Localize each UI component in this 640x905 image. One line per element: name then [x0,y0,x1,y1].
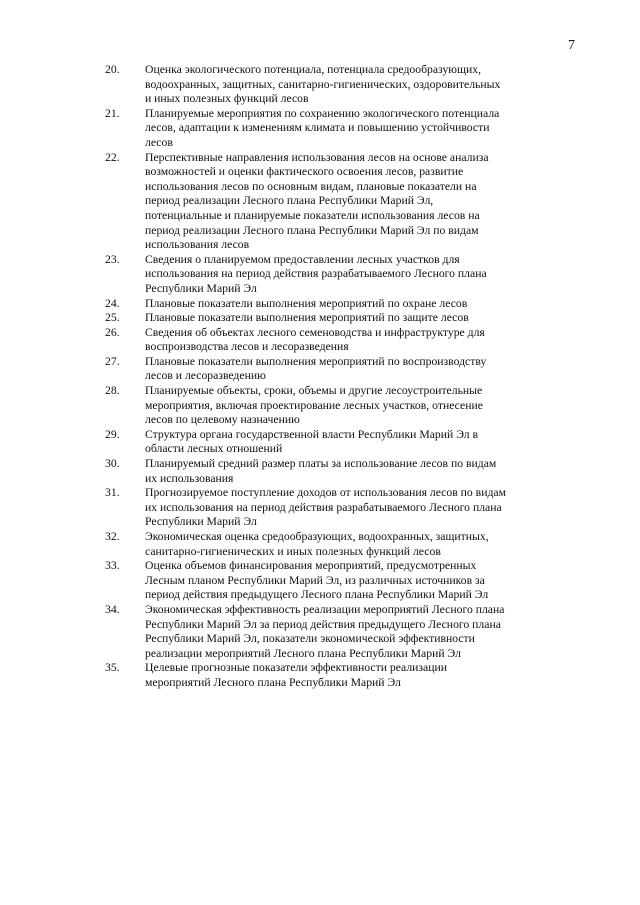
item-number: 31. [105,486,120,500]
contents-item [105,559,555,603]
item-number: 34. [105,602,120,616]
item-number: 33. [105,559,120,573]
contents-item [105,530,555,559]
item-title: Прогнозируемое поступление доходов от использования лесов по видам их использования на период действия разрабатываемого Лесного плана Республики Марий Эл [145,486,506,529]
item-title: Плановые показатели выполнения мероприятий по защите лесов [145,311,469,325]
page-number: 7 [568,38,575,53]
item-title: Планируемые мероприятия по сохранению экологического потенциала лесов, адаптации к изменениям климата и повышению устойчивости лесов [145,106,500,149]
contents-item [105,311,555,326]
contents-item [105,603,555,661]
item-number: 25. [105,311,120,325]
contents-item [105,151,555,253]
contents-item [105,107,555,151]
contents-item [105,428,555,457]
item-number: 24. [105,296,120,310]
contents-item [105,384,555,428]
contents-list [105,63,555,691]
contents-item [105,326,555,355]
contents-item [105,661,555,690]
item-number: 22. [105,150,120,164]
item-number: 23. [105,252,120,266]
contents-item [105,253,555,297]
item-title: Сведения об объектах лесного семеноводства и инфраструктуре для воспроизводства лесов и лесоразведения [145,325,485,354]
item-title: Оценка объемов финансирования мероприятий, предусмотренных Лесным планом Республики Марий Эл, из различных источников за период действия предыдущего Лесного плана Республики Марий Эл [145,559,489,602]
item-title: Плановые показатели выполнения мероприятий по воспроизводству лесов и лесоразведению [145,354,487,383]
item-number: 26. [105,325,120,339]
contents-item [105,457,555,486]
item-title: Плановые показатели выполнения мероприятий по охране лесов [145,296,468,310]
item-number: 28. [105,384,120,398]
item-number: 32. [105,530,120,543]
item-title: Структура органа государственной власти Республики Марий Эл в области лесных отношений [145,427,479,456]
item-number: 27. [105,354,120,368]
contents-item [105,486,555,530]
contents-item [105,297,555,312]
item-number: 21. [105,106,120,120]
item-title: Целевые прогнозные показатели эффективности реализации мероприятий Лесного плана Республики Марий Эл [145,661,447,689]
item-title: Экономическая эффективность реализации мероприятий Лесного плана Республики Марий Эл за период действия предыдущего Лесного плана Республики Марий Эл, показатели экономической эффективности реализации мероприятий Лесного плана Республики Марий Эл [145,602,505,660]
item-title: Сведения о планируемом предоставлении лесных участков для использования на период действия разрабатываемого Лесного плана Республики Марий Эл [145,252,487,295]
contents-item [105,355,555,384]
item-title: Перспективные направления использования лесов на основе анализа возможностей и оценки фактического освоения лесов, развитие использования лесов по основным видам, плановые показатели на период реализации Лесного плана Республики Марий Эл, потенциальные и планируемые показатели использования лесов на период реализации Лесного плана Республики Марий Эл по видам использования лесов [145,150,489,252]
item-title: Планируемый средний размер платы за использование лесов по видам их использования [145,457,497,485]
item-number: 35. [105,661,120,675]
item-title: Оценка экологического потенциала, потенциала средообразующих, водоохранных, защитных, санитарно-гигиенических, оздоровительных и иных полезных функций лесов [145,63,501,106]
item-title: Экономическая оценка средообразующих, водоохранных, защитных, санитарно-гигиенических и иных полезных функций лесов [145,530,489,558]
item-number: 29. [105,427,120,441]
item-title: Планируемые объекты, сроки, объемы и другие лесоустроительные мероприятия, включая проектирование лесных участков, отнесение лесов по целевому назначению [145,384,483,427]
item-number: 20. [105,63,120,76]
contents-item [105,63,555,107]
item-number: 30. [105,457,120,471]
